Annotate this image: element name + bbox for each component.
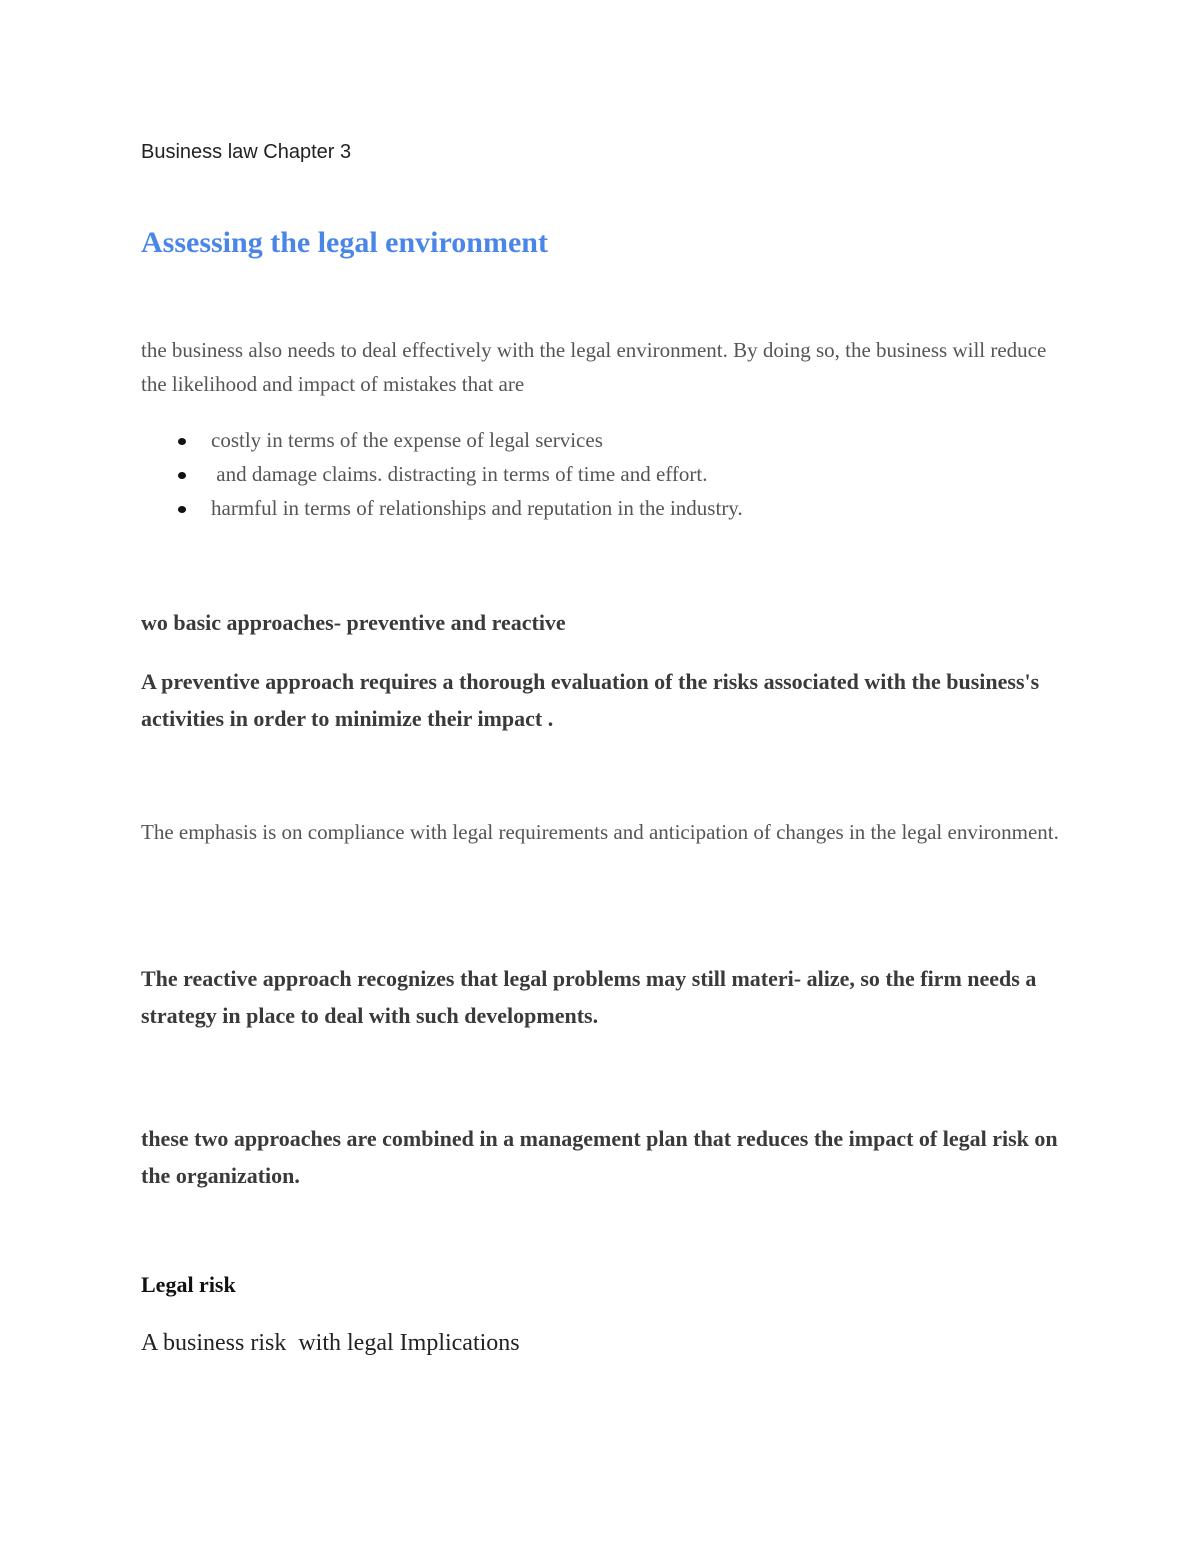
list-item-text: and damage claims. distracting in terms of time and effort. xyxy=(211,462,708,486)
course-header: Business law Chapter 3 xyxy=(141,141,352,163)
reactive-paragraph: The reactive approach recognizes that legal problems may still materi- alize, so the firm needs a strategy in place to deal with such developments. xyxy=(141,966,1037,1028)
bullet-dot-icon xyxy=(178,506,186,513)
list-item-text: harmful in terms of relationships and reputation in the industry. xyxy=(211,496,743,520)
mistakes-list xyxy=(141,423,743,525)
emphasis-paragraph: The emphasis is on compliance with legal requirements and anticipation of changes in the legal environment. xyxy=(141,820,1059,844)
bullet-dot-icon xyxy=(178,472,186,479)
list-item-text: costly in terms of the expense of legal services xyxy=(211,428,603,452)
combined-paragraph: these two approaches are combined in a management plan that reduces the impact of legal risk on the organization. xyxy=(141,1126,1058,1188)
approaches-heading: wo basic approaches- preventive and reactive xyxy=(141,610,566,635)
preventive-paragraph: A preventive approach requires a thorough evaluation of the risks associated with the business's activities in order to minimize their impact . xyxy=(141,669,1040,731)
legal-risk-definition: A business risk with legal Implications xyxy=(141,1330,520,1356)
list-item xyxy=(141,423,743,457)
legal-risk-heading: Legal risk xyxy=(141,1272,236,1297)
list-item xyxy=(141,491,743,525)
list-item xyxy=(141,457,743,491)
bullet-dot-icon xyxy=(178,438,186,445)
document-title: Assessing the legal environment xyxy=(141,226,548,259)
intro-paragraph: the business also needs to deal effectively with the legal environment. By doing so, the business will reduce the likelihood and impact of mistakes that are xyxy=(141,338,1047,396)
